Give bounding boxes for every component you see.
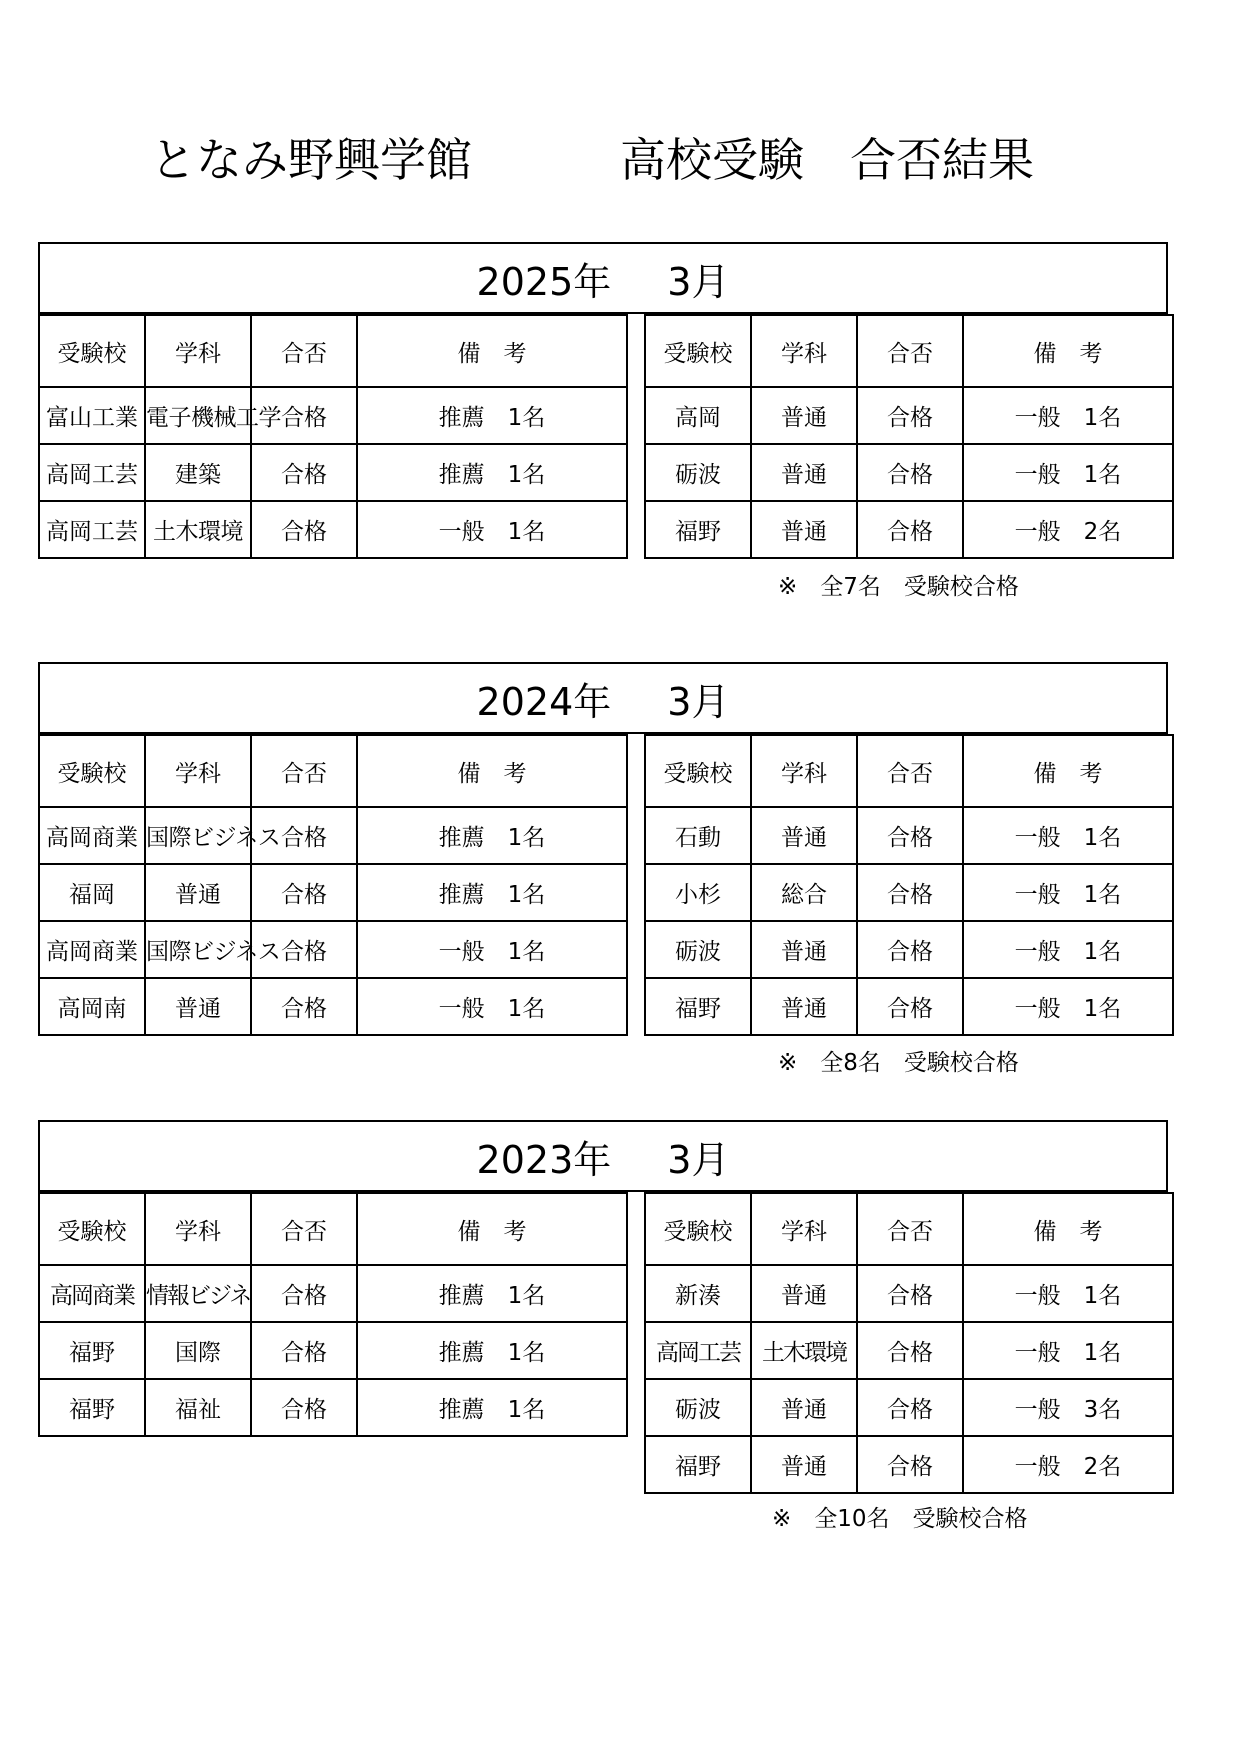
school-cell: 高岡商業: [39, 807, 145, 864]
results-table-right: [644, 1192, 1174, 1494]
school-cell: 小杉: [645, 864, 751, 921]
table-row: [39, 978, 627, 1035]
header-note: 備 考: [963, 1193, 1173, 1265]
result-cell: 合格: [857, 864, 963, 921]
year-label: 2025年: [476, 259, 612, 304]
table-row: [645, 444, 1173, 501]
table-row: [645, 501, 1173, 558]
dept-cell: 普通: [751, 387, 857, 444]
table-row: [39, 807, 627, 864]
result-cell: 合格: [857, 978, 963, 1035]
table-row: [645, 864, 1173, 921]
table-row: [645, 921, 1173, 978]
note-cell: 推薦 1名: [357, 387, 627, 444]
note-cell: 推薦 1名: [357, 1322, 627, 1379]
note-cell: 推薦 1名: [357, 1379, 627, 1436]
note-cell: 一般 3名: [963, 1379, 1173, 1436]
header-result: 合否: [251, 1193, 357, 1265]
result-cell: 合格: [251, 1322, 357, 1379]
header-dept: 学科: [751, 735, 857, 807]
header-dept: 学科: [145, 735, 251, 807]
table-row: [39, 501, 627, 558]
school-cell: 高岡工芸: [39, 444, 145, 501]
note-cell: 一般 2名: [963, 1436, 1173, 1493]
result-cell: 合格: [251, 978, 357, 1035]
year-label: 2023年: [476, 1137, 612, 1182]
header-dept: 学科: [751, 1193, 857, 1265]
dept-cell: 普通: [751, 501, 857, 558]
note-cell: 一般 1名: [357, 501, 627, 558]
table-row: [39, 864, 627, 921]
school-cell: 福野: [39, 1379, 145, 1436]
note-cell: 一般 1名: [963, 444, 1173, 501]
table-row: [39, 1322, 627, 1379]
school-cell: 富山工業: [39, 387, 145, 444]
dept-cell: 普通: [751, 1265, 857, 1322]
year-banner: [38, 242, 1168, 314]
result-cell: 合格: [857, 807, 963, 864]
note-cell: 一般 1名: [963, 1322, 1173, 1379]
dept-cell: 普通: [751, 1379, 857, 1436]
summary-note: ※ 全10名 受験校合格: [772, 1506, 1028, 1532]
dept-cell: 建築: [145, 444, 251, 501]
table-header-row: [645, 735, 1173, 807]
results-table-left: [38, 1192, 628, 1437]
result-cell: 合格: [251, 1379, 357, 1436]
header-note: 備 考: [963, 315, 1173, 387]
note-cell: 推薦 1名: [357, 864, 627, 921]
dept-cell: 普通: [751, 1436, 857, 1493]
note-cell: 推薦 1名: [357, 807, 627, 864]
table-row: [645, 1322, 1173, 1379]
dept-cell: 土木環境: [145, 501, 251, 558]
dept-cell: 普通: [751, 978, 857, 1035]
school-cell: 砺波: [645, 1379, 751, 1436]
note-cell: 一般 1名: [963, 978, 1173, 1035]
result-cell: 合格: [857, 1379, 963, 1436]
dept-cell: 普通: [145, 978, 251, 1035]
school-cell: 石動: [645, 807, 751, 864]
header-school: 受験校: [645, 735, 751, 807]
note-cell: 推薦 1名: [357, 1265, 627, 1322]
note-cell: 一般 1名: [357, 921, 627, 978]
table-row: [645, 387, 1173, 444]
results-table-right: [644, 314, 1174, 559]
note-cell: 一般 2名: [963, 501, 1173, 558]
table-row: [39, 387, 627, 444]
year-label: 2024年: [476, 679, 612, 724]
header-school: 受験校: [39, 1193, 145, 1265]
table-row: [645, 978, 1173, 1035]
table-header-row: [39, 735, 627, 807]
result-cell: 合格: [251, 387, 357, 444]
school-cell: 福野: [645, 978, 751, 1035]
table-row: [645, 807, 1173, 864]
header-result: 合否: [251, 735, 357, 807]
month-label: 3月: [667, 1137, 730, 1182]
note-cell: 一般 1名: [963, 387, 1173, 444]
header-result: 合否: [857, 1193, 963, 1265]
header-school: 受験校: [645, 1193, 751, 1265]
dept-cell: 普通: [751, 444, 857, 501]
school-cell: 高岡商業: [39, 921, 145, 978]
dept-cell: 国際ビジネス: [145, 921, 251, 978]
result-cell: 合格: [251, 807, 357, 864]
header-school: 受験校: [645, 315, 751, 387]
school-cell: 高岡工芸: [645, 1322, 751, 1379]
school-name: となみ野興学館: [150, 133, 472, 187]
dept-cell: 普通: [751, 921, 857, 978]
table-row: [39, 1265, 627, 1322]
note-cell: 一般 1名: [963, 921, 1173, 978]
header-result: 合否: [251, 315, 357, 387]
note-cell: 一般 1名: [357, 978, 627, 1035]
note-cell: 一般 1名: [963, 864, 1173, 921]
table-header-row: [39, 1193, 627, 1265]
dept-cell: 国際ビジネス: [145, 807, 251, 864]
page-title: [0, 124, 1240, 187]
results-table-right: [644, 734, 1174, 1036]
school-cell: 高岡商業: [39, 1265, 145, 1322]
month-label: 3月: [667, 259, 730, 304]
header-note: 備 考: [357, 735, 627, 807]
results-table-left: [38, 314, 628, 559]
school-cell: 砺波: [645, 921, 751, 978]
result-cell: 合格: [857, 444, 963, 501]
school-cell: 新湊: [645, 1265, 751, 1322]
result-cell: 合格: [251, 501, 357, 558]
dept-cell: 情報ビジネ: [145, 1265, 251, 1322]
table-row: [645, 1379, 1173, 1436]
note-cell: 一般 1名: [963, 1265, 1173, 1322]
dept-cell: 普通: [145, 864, 251, 921]
result-cell: 合格: [857, 1436, 963, 1493]
summary-note: ※ 全8名 受験校合格: [778, 1050, 1019, 1076]
school-cell: 福野: [645, 501, 751, 558]
result-cell: 合格: [251, 921, 357, 978]
header-note: 備 考: [357, 315, 627, 387]
table-header-row: [645, 315, 1173, 387]
table-row: [645, 1436, 1173, 1493]
header-note: 備 考: [357, 1193, 627, 1265]
school-cell: 高岡工芸: [39, 501, 145, 558]
dept-cell: 普通: [751, 807, 857, 864]
result-cell: 合格: [251, 1265, 357, 1322]
table-row: [39, 444, 627, 501]
table-row: [39, 921, 627, 978]
header-result: 合否: [857, 315, 963, 387]
month-label: 3月: [667, 679, 730, 724]
header-note: 備 考: [963, 735, 1173, 807]
dept-cell: 土木環境: [751, 1322, 857, 1379]
result-cell: 合格: [251, 444, 357, 501]
results-table-left: [38, 734, 628, 1036]
school-cell: 福岡: [39, 864, 145, 921]
school-cell: 砺波: [645, 444, 751, 501]
header-dept: 学科: [145, 315, 251, 387]
summary-note: ※ 全7名 受験校合格: [778, 574, 1019, 600]
dept-cell: 国際: [145, 1322, 251, 1379]
header-result: 合否: [857, 735, 963, 807]
result-cell: 合格: [857, 387, 963, 444]
year-banner: [38, 662, 1168, 734]
school-cell: 福野: [39, 1322, 145, 1379]
result-cell: 合格: [857, 921, 963, 978]
dept-cell: 電子機械工学: [145, 387, 251, 444]
note-cell: 推薦 1名: [357, 444, 627, 501]
header-school: 受験校: [39, 735, 145, 807]
table-row: [645, 1265, 1173, 1322]
result-cell: 合格: [857, 1265, 963, 1322]
result-cell: 合格: [857, 1322, 963, 1379]
table-header-row: [39, 315, 627, 387]
document-title: 高校受験 合否結果: [620, 133, 1034, 187]
school-cell: 高岡南: [39, 978, 145, 1035]
school-cell: 高岡: [645, 387, 751, 444]
dept-cell: 総合: [751, 864, 857, 921]
header-dept: 学科: [145, 1193, 251, 1265]
result-cell: 合格: [857, 501, 963, 558]
header-school: 受験校: [39, 315, 145, 387]
header-dept: 学科: [751, 315, 857, 387]
year-banner: [38, 1120, 1168, 1192]
table-row: [39, 1379, 627, 1436]
note-cell: 一般 1名: [963, 807, 1173, 864]
dept-cell: 福祉: [145, 1379, 251, 1436]
table-header-row: [645, 1193, 1173, 1265]
result-cell: 合格: [251, 864, 357, 921]
school-cell: 福野: [645, 1436, 751, 1493]
